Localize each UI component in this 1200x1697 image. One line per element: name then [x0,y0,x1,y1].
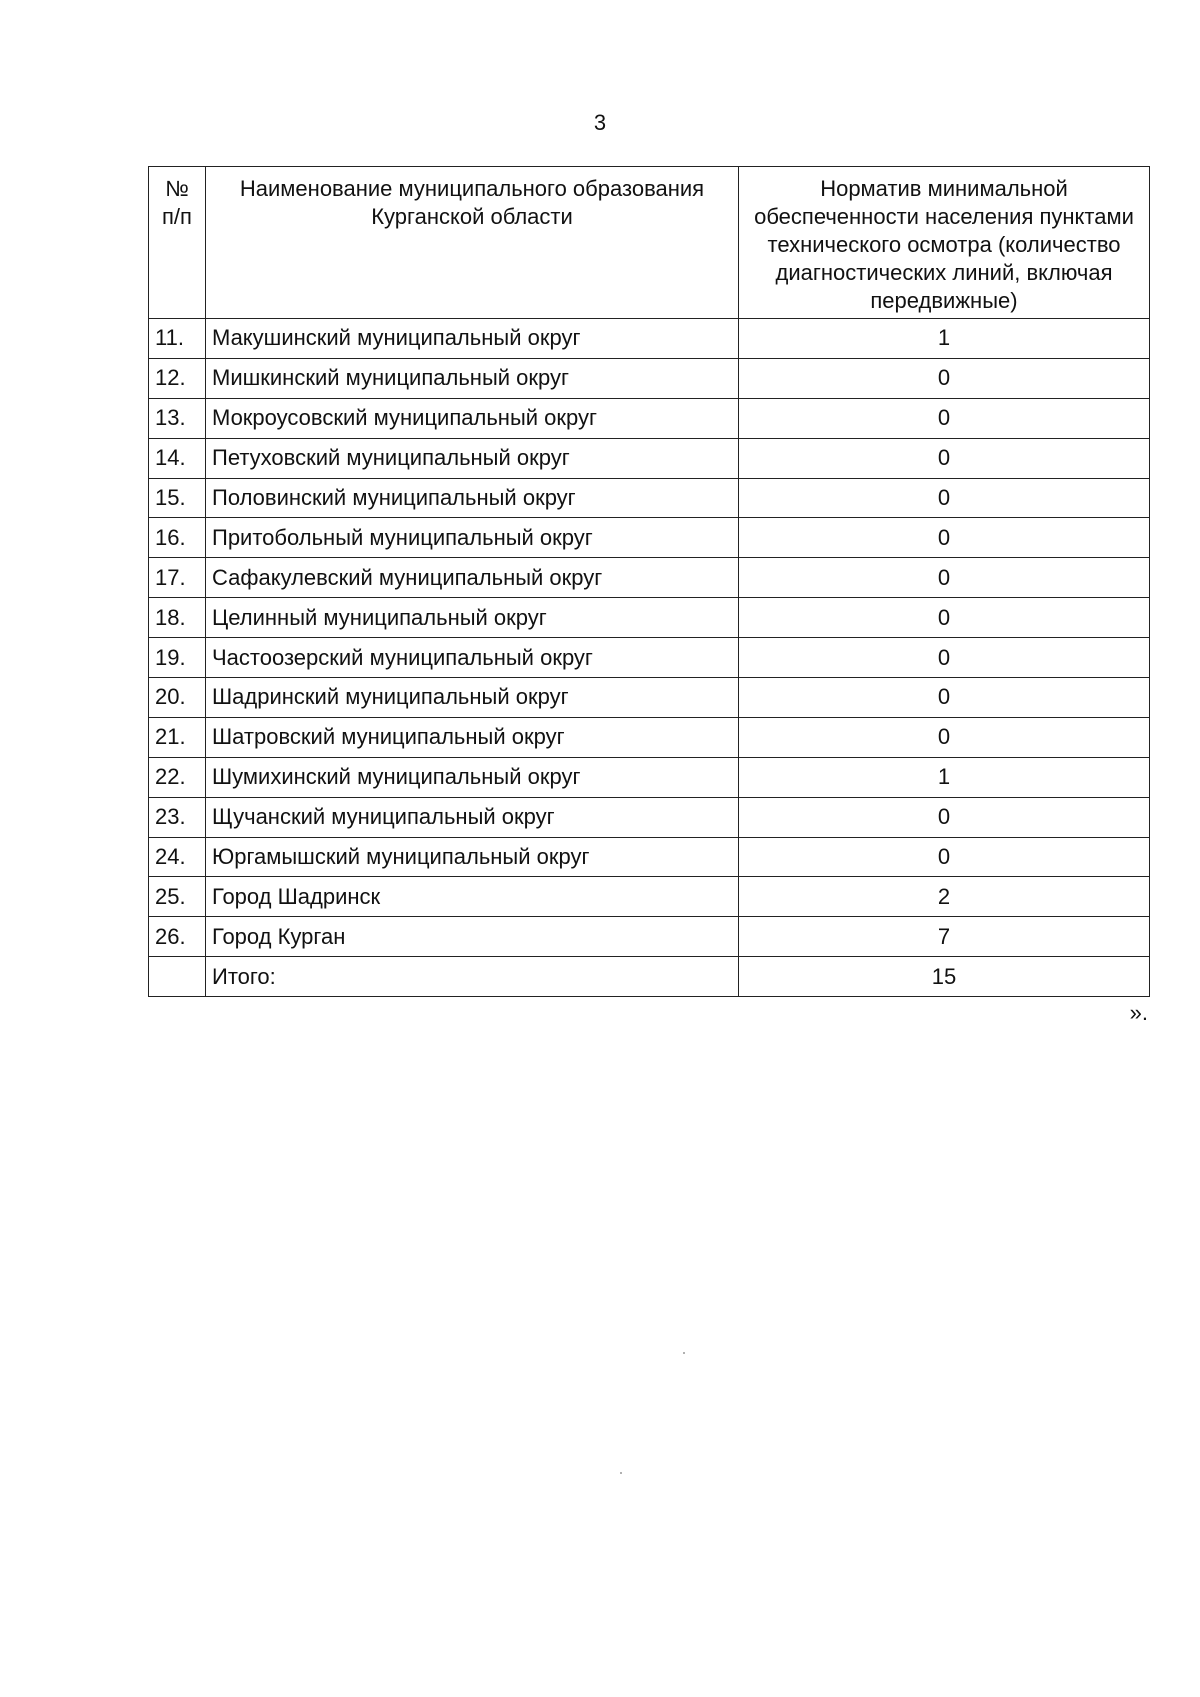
row-number: 26. [149,917,206,957]
row-number: 12. [149,358,206,398]
row-name: Мишкинский муниципальный округ [206,358,739,398]
table-row [149,797,1150,837]
table-row [149,877,1150,917]
row-name: Половинский муниципальный округ [206,478,739,518]
row-value: 0 [739,598,1150,638]
row-number: 21. [149,717,206,757]
row-name: Юргамышский муниципальный округ [206,837,739,877]
row-name: Макушинский муниципальный округ [206,319,739,359]
table-row [149,558,1150,598]
row-number: 11. [149,319,206,359]
header-name: Наименование муниципального образования Курганской области [206,167,739,319]
page-number: 3 [593,110,607,135]
table-row [149,358,1150,398]
table-row [149,518,1150,558]
table-row [149,837,1150,877]
table-row [149,717,1150,757]
row-number: 17. [149,558,206,598]
table-row [149,438,1150,478]
row-name: Шатровский муниципальный округ [206,717,739,757]
table-body [149,319,1150,997]
row-name: Сафакулевский муниципальный округ [206,558,739,598]
row-name: Мокроусовский муниципальный округ [206,398,739,438]
row-value: 2 [739,877,1150,917]
row-value: 0 [739,438,1150,478]
table-row [149,319,1150,359]
row-value: 0 [739,678,1150,718]
table-row [149,638,1150,678]
row-number: 19. [149,638,206,678]
row-number: 23. [149,797,206,837]
row-value: 0 [739,837,1150,877]
row-value: 1 [739,319,1150,359]
total-row [149,957,1150,997]
row-name: Шадринский муниципальный округ [206,678,739,718]
row-value: 1 [739,757,1150,797]
table-row [149,757,1150,797]
row-name: Целинный муниципальный округ [206,598,739,638]
row-name: Притобольный муниципальный округ [206,518,739,558]
total-number [149,957,206,997]
row-value: 0 [739,478,1150,518]
scan-speck [620,1472,622,1474]
row-value: 0 [739,358,1150,398]
total-label: Итого: [206,957,739,997]
row-number: 18. [149,598,206,638]
header-value: Норматив минимальной обеспеченности населения пунктами технического осмотра (количество диагностических линий, включая передвижные) [739,167,1150,319]
row-name: Город Шадринск [206,877,739,917]
row-value: 0 [739,717,1150,757]
table-row [149,398,1150,438]
row-number: 16. [149,518,206,558]
row-value: 7 [739,917,1150,957]
table-header-row [149,167,1150,319]
row-number: 13. [149,398,206,438]
row-value: 0 [739,398,1150,438]
row-value: 0 [739,558,1150,598]
row-number: 20. [149,678,206,718]
table-row [149,478,1150,518]
row-name: Город Курган [206,917,739,957]
row-name: Щучанский муниципальный округ [206,797,739,837]
norm-table [148,166,1150,997]
closing-quote: ». [1129,1000,1148,1025]
table-row [149,917,1150,957]
table-row [149,598,1150,638]
row-number: 25. [149,877,206,917]
header-num: № п/п [149,167,206,319]
scan-speck [683,1352,685,1354]
row-name: Частоозерский муниципальный округ [206,638,739,678]
row-value: 0 [739,638,1150,678]
table-row [149,678,1150,718]
row-value: 0 [739,518,1150,558]
row-number: 24. [149,837,206,877]
row-name: Петуховский муниципальный округ [206,438,739,478]
row-name: Шумихинский муниципальный округ [206,757,739,797]
row-number: 15. [149,478,206,518]
row-number: 14. [149,438,206,478]
total-value: 15 [739,957,1150,997]
row-value: 0 [739,797,1150,837]
row-number: 22. [149,757,206,797]
